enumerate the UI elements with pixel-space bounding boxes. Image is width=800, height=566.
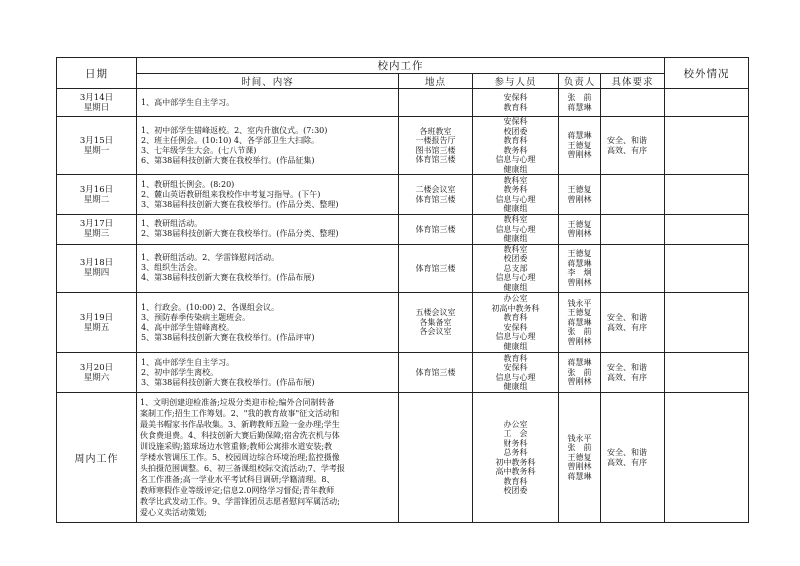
participants-cell-line: 总支部: [503, 263, 528, 273]
location-cell: [399, 244, 473, 293]
week-participants-cell-line: 校团委: [503, 486, 528, 495]
location-cell: [399, 353, 473, 393]
participants-cell-line: 安保科: [503, 93, 528, 102]
responsible-cell-line: 蒋慧琳: [567, 358, 592, 368]
participants-cell-line: 健康组: [503, 382, 528, 391]
date-text: 3月16日: [79, 184, 114, 195]
external-cell: [665, 353, 749, 393]
location-cell: [399, 89, 473, 117]
location-cell-line: 一楼报告厅: [415, 136, 456, 145]
content-cell-line: 3、七年级学生大会。(七八节课): [141, 145, 257, 155]
external-cell: [665, 215, 749, 245]
content-cell-line: 1、行政会。(10:00) 2、各课组会议。: [141, 302, 280, 312]
participants-cell-line: 健康组: [503, 204, 528, 213]
week-content-cell-line: 头拍摄范围调整。6、初三备课组校际交流活动;7、学考报: [140, 464, 345, 473]
requirements-cell-line: 高效、有序: [607, 145, 647, 155]
responsible-cell-line: 蒋慧琳: [567, 317, 592, 327]
responsible-cell-line: 曾刚林: [567, 277, 592, 287]
week-participants-cell-line: 工 会: [503, 429, 528, 438]
content-cell-line: 1、初中部学生错峰返校。2、室内升旗仪式。(7:30): [141, 125, 328, 135]
requirements-cell-line: 高效、有序: [607, 372, 647, 382]
date-text: 3月15日: [79, 135, 114, 146]
participants-cell-line: 教科室: [503, 244, 528, 254]
requirements-cell-line: 高效、有序: [607, 322, 647, 332]
content-cell: [137, 293, 399, 353]
table-row: [57, 117, 749, 175]
table-row: [57, 215, 749, 245]
week-responsible-cell-line: 曾刚林: [567, 462, 592, 472]
location-cell-line: 体育馆三楼: [415, 224, 456, 234]
participants-cell: [473, 353, 559, 393]
date-text: 3月19日: [79, 312, 114, 323]
responsible-cell-line: 张 前: [567, 93, 592, 102]
content-cell: [137, 89, 399, 117]
content-cell-line: 3、第38届科技创新大赛在我校举行。(作品分类、整理): [141, 199, 339, 209]
content-cell: [137, 215, 399, 245]
week-participants-cell-line: 初中教务科: [495, 457, 536, 467]
content-cell-line: 6、第38届科技创新大赛在我校举行。(作品征集): [141, 155, 315, 165]
responsible-cell-line: 王德复: [567, 185, 592, 194]
requirements-cell: [601, 117, 665, 175]
external-cell: [665, 117, 749, 175]
external-cell: [665, 89, 749, 117]
date-cell: [57, 175, 137, 215]
external-cell: [665, 175, 749, 215]
requirements-cell: [601, 175, 665, 215]
participants-cell-line: 信息与心理: [495, 194, 536, 204]
content-cell-line: 3、组织生活会。: [141, 263, 203, 273]
week-participants-cell-line: 总务科: [503, 448, 528, 457]
date-cell: [57, 293, 137, 353]
content-cell-line: 2、班主任例会。(10:10) 4、各学部卫生大扫除。: [141, 135, 320, 145]
content-cell: [137, 117, 399, 175]
header-location: 地点: [399, 74, 473, 89]
responsible-cell: [559, 215, 601, 245]
header-responsible: 负责人: [559, 74, 601, 89]
date-cell: [57, 353, 137, 393]
week-row: [57, 393, 749, 523]
participants-cell-line: 安保科: [503, 117, 528, 126]
weekday-text: 星期五: [83, 322, 110, 333]
participants-cell-line: 初高中教务科: [491, 303, 540, 313]
date-text: 3月18日: [79, 258, 114, 269]
participants-cell-line: 健康组: [503, 234, 528, 243]
week-content-cell-line: 案制工作;招生工作筹划。2、"我的教育故事"征文活动和: [140, 409, 340, 418]
responsible-cell-line: 钱永平: [567, 298, 592, 308]
content-cell-line: 2、第38届科技创新大赛在我校举行。(作品分类、整理): [141, 229, 339, 239]
week-responsible-cell-line: 钱永平: [567, 433, 592, 443]
header-participants: 参与人员: [473, 74, 559, 89]
content-cell-line: 1、教研组活动。: [141, 219, 203, 229]
participants-cell-line: 教科室: [503, 215, 528, 224]
content-cell-line: 2、初中部学生离校。: [141, 367, 219, 377]
participants-cell: [473, 117, 559, 175]
participants-cell-line: 安保科: [503, 363, 528, 372]
location-cell-line: 各班教室: [419, 126, 452, 136]
participants-cell-line: 教育科: [503, 102, 528, 112]
location-cell-line: 体育馆三楼: [415, 194, 456, 204]
location-cell-line: 体育馆三楼: [415, 263, 456, 273]
content-cell-line: 1、教研组长例会。(8:20): [141, 179, 235, 189]
header-requirements: 具体要求: [601, 74, 665, 89]
header-internal: 校内工作: [137, 58, 665, 74]
location-cell-line: 各会议室: [419, 327, 452, 337]
responsible-cell-line: 曾刚林: [567, 377, 592, 387]
content-cell-line: 1、高中部学生自主学习。: [141, 357, 235, 367]
week-content-cell-line: 爱心义卖活动策划;: [140, 508, 207, 517]
participants-cell-line: 信息与心理: [495, 224, 536, 234]
week-responsible-cell-line: 王德复: [567, 452, 592, 462]
participants-cell-line: 安保科: [503, 322, 528, 332]
weekday-text: 星期六: [83, 372, 110, 383]
week-content-cell-line: 学楼水管调压工作。5、校园周边综合环境治理;监控摄像: [140, 453, 340, 462]
week-participants-cell-line: 高中教务科: [495, 467, 536, 476]
location-cell: [399, 215, 473, 245]
date-text: 3月20日: [79, 362, 114, 373]
participants-cell-line: 教务科: [503, 145, 528, 155]
week-content-cell-line: 训设施采购;篮球场边水管重修;教师公寓排水道安装;教: [140, 442, 333, 451]
responsible-cell: [559, 89, 601, 117]
external-cell: [665, 293, 749, 353]
table-row: [57, 175, 749, 215]
participants-cell-line: 健康组: [503, 282, 528, 292]
week-requirements-cell-line: 高效、有序: [607, 457, 647, 467]
date-cell: [57, 215, 137, 245]
week-responsible-cell: [559, 393, 601, 523]
responsible-cell-line: 曾刚林: [567, 150, 592, 160]
participants-cell-line: 办公室: [503, 294, 528, 303]
responsible-cell: [559, 293, 601, 353]
responsible-cell-line: 曾刚林: [567, 336, 592, 346]
participants-cell-line: 校团委: [503, 254, 528, 263]
participants-cell: [473, 89, 559, 117]
responsible-cell: [559, 117, 601, 175]
week-requirements-cell-line: 安全、和谐: [607, 448, 647, 457]
location-cell: [399, 293, 473, 353]
week-content-cell-line: 教师寒假作业等级评定;信息2.0网络学习督促;青年教师: [140, 486, 335, 495]
weekday-text: 星期一: [83, 145, 110, 156]
content-cell: [137, 244, 399, 293]
responsible-cell-line: 张 前: [567, 367, 592, 377]
responsible-cell-line: 曾刚林: [567, 229, 592, 239]
participants-cell-line: 健康组: [503, 341, 528, 351]
content-cell-line: 3、第38届科技创新大赛在我校举行。(作品布展): [141, 377, 315, 387]
location-cell-line: 图书馆三楼: [415, 145, 456, 155]
requirements-cell-line: 安全、和谐: [607, 136, 647, 145]
requirements-cell: [601, 293, 665, 353]
participants-cell-line: 教育科: [503, 313, 528, 322]
participants-cell-line: 校团委: [503, 126, 528, 136]
date-cell: [57, 117, 137, 175]
requirements-cell-line: 安全、和谐: [607, 363, 647, 372]
responsible-cell-line: 李 炯: [567, 268, 592, 278]
date-text: 3月17日: [79, 219, 114, 230]
week-content-cell-line: 最美书帽家书作品收集。3、新聘教师五险一金办理;学生: [140, 420, 340, 429]
week-content-cell-line: 1、文明创建迎检准备;垃圾分类迎市检;编外合同制转备: [140, 398, 335, 407]
external-cell: [665, 244, 749, 293]
participants-cell-line: 教育科: [503, 353, 528, 363]
participants-cell: [473, 293, 559, 353]
week-content-cell-line: 教学比武发动工作。9、学雷锋团员志愿者慰问军属活动;: [140, 497, 340, 506]
week-requirements-cell: [601, 393, 665, 523]
location-cell-line: 五楼会议室: [415, 308, 456, 318]
responsible-cell: [559, 175, 601, 215]
header-external: 校外情况: [665, 58, 749, 89]
responsible-cell: [559, 244, 601, 293]
week-content-cell-line: 伙食费退费。4、科技创新大赛后勤保障;宿舍洗衣机与体: [140, 431, 340, 440]
participants-cell: [473, 215, 559, 245]
weekday-text: 星期三: [83, 229, 110, 240]
responsible-cell-line: 王德复: [567, 308, 592, 318]
location-cell: [399, 175, 473, 215]
participants-cell: [473, 244, 559, 293]
week-responsible-cell-line: 张 前: [567, 443, 592, 453]
header-time-content: 时间、内容: [137, 74, 399, 89]
date-cell: [57, 244, 137, 293]
responsible-cell-line: 王德复: [567, 219, 592, 229]
requirements-cell: [601, 244, 665, 293]
location-cell-line: 体育馆三楼: [415, 155, 456, 164]
responsible-cell-line: 王德复: [567, 140, 592, 150]
weekday-text: 星期四: [83, 268, 110, 279]
content-cell-line: 2、麓山英语教研组来我校作中考复习指导。(下午): [141, 189, 321, 199]
requirements-cell-line: 安全、和谐: [607, 313, 647, 322]
location-cell: [399, 117, 473, 175]
content-cell-line: 4、第38届科技创新大赛在我校举行。(作品布展): [141, 273, 315, 283]
week-responsible-cell-line: 蒋慧琳: [567, 471, 592, 481]
week-external-cell: [665, 393, 749, 523]
participants-cell-line: 教育科: [503, 136, 528, 145]
table-row: [57, 89, 749, 117]
week-participants-cell: [473, 393, 559, 523]
weekday-text: 星期日: [83, 102, 110, 113]
content-cell: [137, 353, 399, 393]
requirements-cell: [601, 353, 665, 393]
participants-cell-line: 信息与心理: [495, 372, 536, 382]
weekday-text: 星期二: [83, 194, 110, 205]
table-row: [57, 353, 749, 393]
requirements-cell: [601, 89, 665, 117]
content-cell-line: 5、第38届科技创新大赛在我校举行。(作品评审): [141, 332, 315, 342]
week-content-cell: [137, 393, 399, 523]
week-participants-cell-line: 办公室: [503, 419, 528, 429]
content-cell-line: 3、预防春季传染病主题班会。: [141, 312, 251, 322]
table-row: [57, 293, 749, 353]
content-cell: [137, 175, 399, 215]
responsible-cell: [559, 353, 601, 393]
schedule-table: [56, 57, 749, 523]
location-cell-line: 二楼会议室: [415, 185, 456, 194]
week-participants-cell-line: 财务科: [503, 438, 528, 448]
participants-cell-line: 教科室: [503, 175, 528, 185]
participants-cell-line: 教务科: [503, 185, 528, 194]
week-participants-cell-line: 教育科: [503, 476, 528, 486]
participants-cell-line: 健康组: [503, 164, 528, 174]
location-cell-line: 各集备室: [419, 317, 452, 327]
date-cell: [57, 89, 137, 117]
responsible-cell-line: 王德复: [567, 249, 592, 259]
responsible-cell-line: 曾刚林: [567, 194, 592, 204]
participants-cell-line: 信息与心理: [495, 155, 536, 164]
week-label: 周内工作: [57, 393, 137, 523]
header-date: 日期: [57, 58, 137, 89]
week-location-cell: [399, 393, 473, 523]
content-cell-line: 4、高中部学生错峰离校。: [141, 322, 235, 332]
participants-cell-line: 信息与心理: [495, 273, 536, 282]
participants-cell: [473, 175, 559, 215]
week-content-cell-line: 名工作准备;高一学业水平考试科目调研;学籍清理。8、: [140, 475, 335, 484]
table-row: [57, 244, 749, 293]
responsible-cell-line: 蒋慧琳: [567, 102, 592, 112]
requirements-cell: [601, 215, 665, 245]
location-cell-line: 体育馆三楼: [415, 367, 456, 377]
responsible-cell-line: 蒋慧琳: [567, 131, 592, 141]
responsible-cell-line: 蒋慧琳: [567, 258, 592, 268]
date-text: 3月14日: [79, 92, 114, 103]
participants-cell-line: 信息与心理: [495, 332, 536, 341]
content-cell-line: 1、教研组活动。2、学雷锋慰问活动。: [141, 253, 280, 263]
content-cell-line: 1、高中部学生自主学习。: [141, 97, 235, 107]
responsible-cell-line: 张 前: [567, 327, 592, 337]
